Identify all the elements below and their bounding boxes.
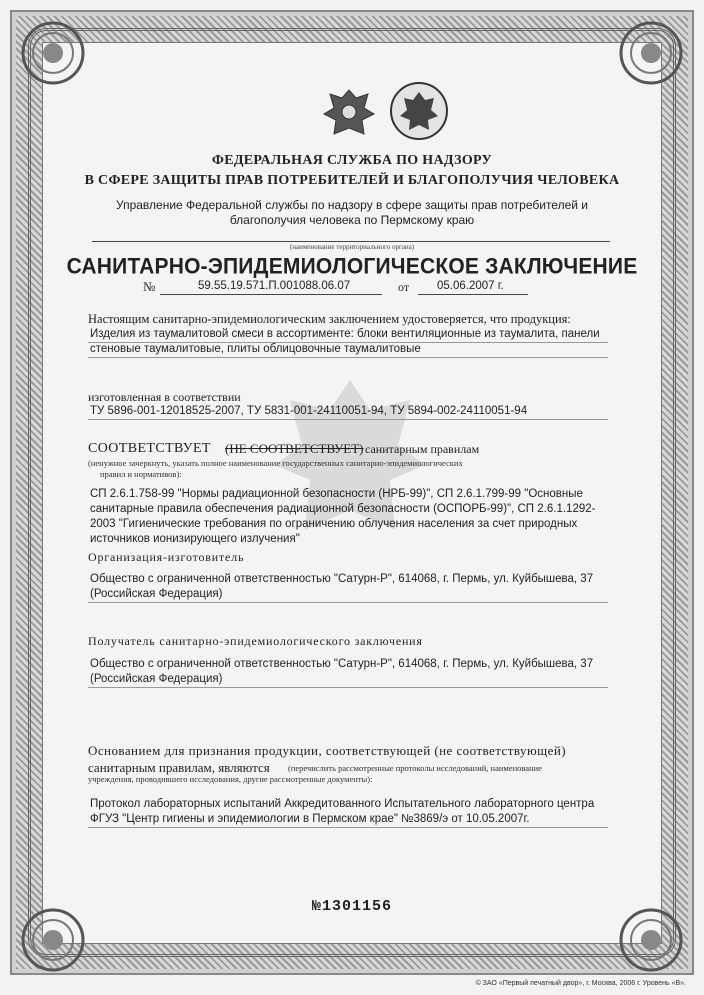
manufactured-standards: ТУ 5896-001-12018525-2007, ТУ 5831-001-24110051-94, ТУ 5894-002-24110051-94 (90, 405, 528, 417)
form-serial-number: №1301156 (311, 898, 392, 915)
department-line1: Управление Федеральной службы по надзору в сфере защиты прав потребителей и (116, 198, 588, 212)
coat-of-arms-emblem (318, 82, 380, 144)
manufacturer-label: Организация-изготовитель (88, 550, 245, 564)
product-line1: Изделия из таумалитовой смеси в ассортименте: блоки вентиляционные из таумалита, панели (90, 328, 600, 340)
conformity-note1: (ненужное зачеркнуть, указать полное наименование государственных санитарно-эпидемиологических (88, 458, 463, 468)
basis-line2a: санитарным правилам, являются (88, 760, 270, 775)
recipient-underline (88, 687, 608, 688)
manufactured-label: изготовленная в соответствии (88, 390, 241, 404)
product-underline1 (88, 342, 608, 343)
rules-line2: санитарные правила обеспечения радиационной безопасности (ОСПОРБ-99)", СП 2.6.1.1292- (90, 503, 596, 515)
recipient-line1: Общество с ограниченной ответственностью "Сатурн-Р", 614068, г. Пермь, ул. Куйбышева, 37 (90, 658, 594, 670)
corner-ornament-bottom-left (18, 905, 88, 975)
rules-line3: 2003 "Гигиенические требования по ограничению облучения населения за счет природных (90, 518, 578, 530)
corner-ornament-top-left (18, 18, 88, 88)
corner-ornament-bottom-right (616, 905, 686, 975)
product-underline2 (88, 357, 608, 358)
number-underline (160, 294, 382, 295)
sanitary-rules-label: санитарным правилам (365, 442, 480, 456)
basis-line2b: (перечислить рассмотренные протоколы исследований, наименование (288, 763, 542, 773)
manufacturer-line2: (Российская Федерация) (90, 588, 223, 600)
recipient-line2: (Российская Федерация) (90, 673, 223, 685)
standards-underline (88, 419, 608, 420)
number-label: № (143, 279, 156, 294)
basis-line3: учреждения, проводившего исследования, другие рассмотренные документы): (88, 774, 373, 784)
date-label: от (398, 280, 410, 294)
product-line2: стеновые таумалитовые, плиты облицовочные таумалитовые (90, 343, 421, 355)
department-underline (92, 241, 610, 242)
rules-line4: источников ионизирующего излучения" (90, 533, 300, 545)
protocol-line1: Протокол лабораторных испытаний Аккредитованного Испытательного лабораторного центра (90, 798, 595, 810)
rules-line1: СП 2.6.1.758-99 "Нормы радиационной безопасности (НРБ-99)", СП 2.6.1.799-99 "Основные (90, 488, 583, 500)
department-line2: благополучия человека по Пермскому краю (229, 213, 475, 227)
protocol-line2: ФГУЗ "Центр гигиены и эпидемиологии в Пермском крае" №3869/э от 10.05.2007г. (90, 813, 530, 825)
corner-ornament-top-right (616, 18, 686, 88)
document-title: САНИТАРНО-ЭПИДЕМИОЛОГИЧЕСКОЕ ЗАКЛЮЧЕНИЕ (66, 254, 638, 279)
manufacturer-underline (88, 602, 608, 603)
service-emblem (388, 80, 450, 142)
recipient-label: Получатель санитарно-эпидемиологического заключения (88, 634, 423, 648)
product-intro: Настоящим санитарно-эпидемиологическим заключением удостоверяется, что продукция: (88, 312, 571, 326)
basis-line1: Основанием для признания продукции, соответствующей (не соответствующей) (88, 743, 567, 758)
certificate-date: 05.06.2007 г. (437, 280, 504, 292)
conformity-note2: правил и нормативов): (100, 469, 182, 479)
department-caption: (наименование территориального органа) (289, 243, 415, 251)
conforms-word: СООТВЕТСТВУЕТ (88, 441, 211, 456)
printer-footer: © ЗАО «Первый печатный двор», г. Москва, 2006 г. Уровень «В». (475, 980, 686, 987)
certificate-number: 59.55.19.571.П.001088.06.07 (198, 280, 351, 292)
date-underline (418, 294, 528, 295)
protocol-underline (88, 827, 608, 828)
not-conforms-struck: (НЕ СООТВЕТСТВУЕТ) (225, 441, 364, 456)
manufacturer-line1: Общество с ограниченной ответственностью "Сатурн-Р", 614068, г. Пермь, ул. Куйбышева, 37 (90, 573, 594, 585)
agency-title-line2: В СФЕРЕ ЗАЩИТЫ ПРАВ ПОТРЕБИТЕЛЕЙ И БЛАГОПОЛУЧИЯ ЧЕЛОВЕКА (84, 173, 620, 188)
agency-title-line1: ФЕДЕРАЛЬНАЯ СЛУЖБА ПО НАДЗОРУ (211, 153, 493, 168)
